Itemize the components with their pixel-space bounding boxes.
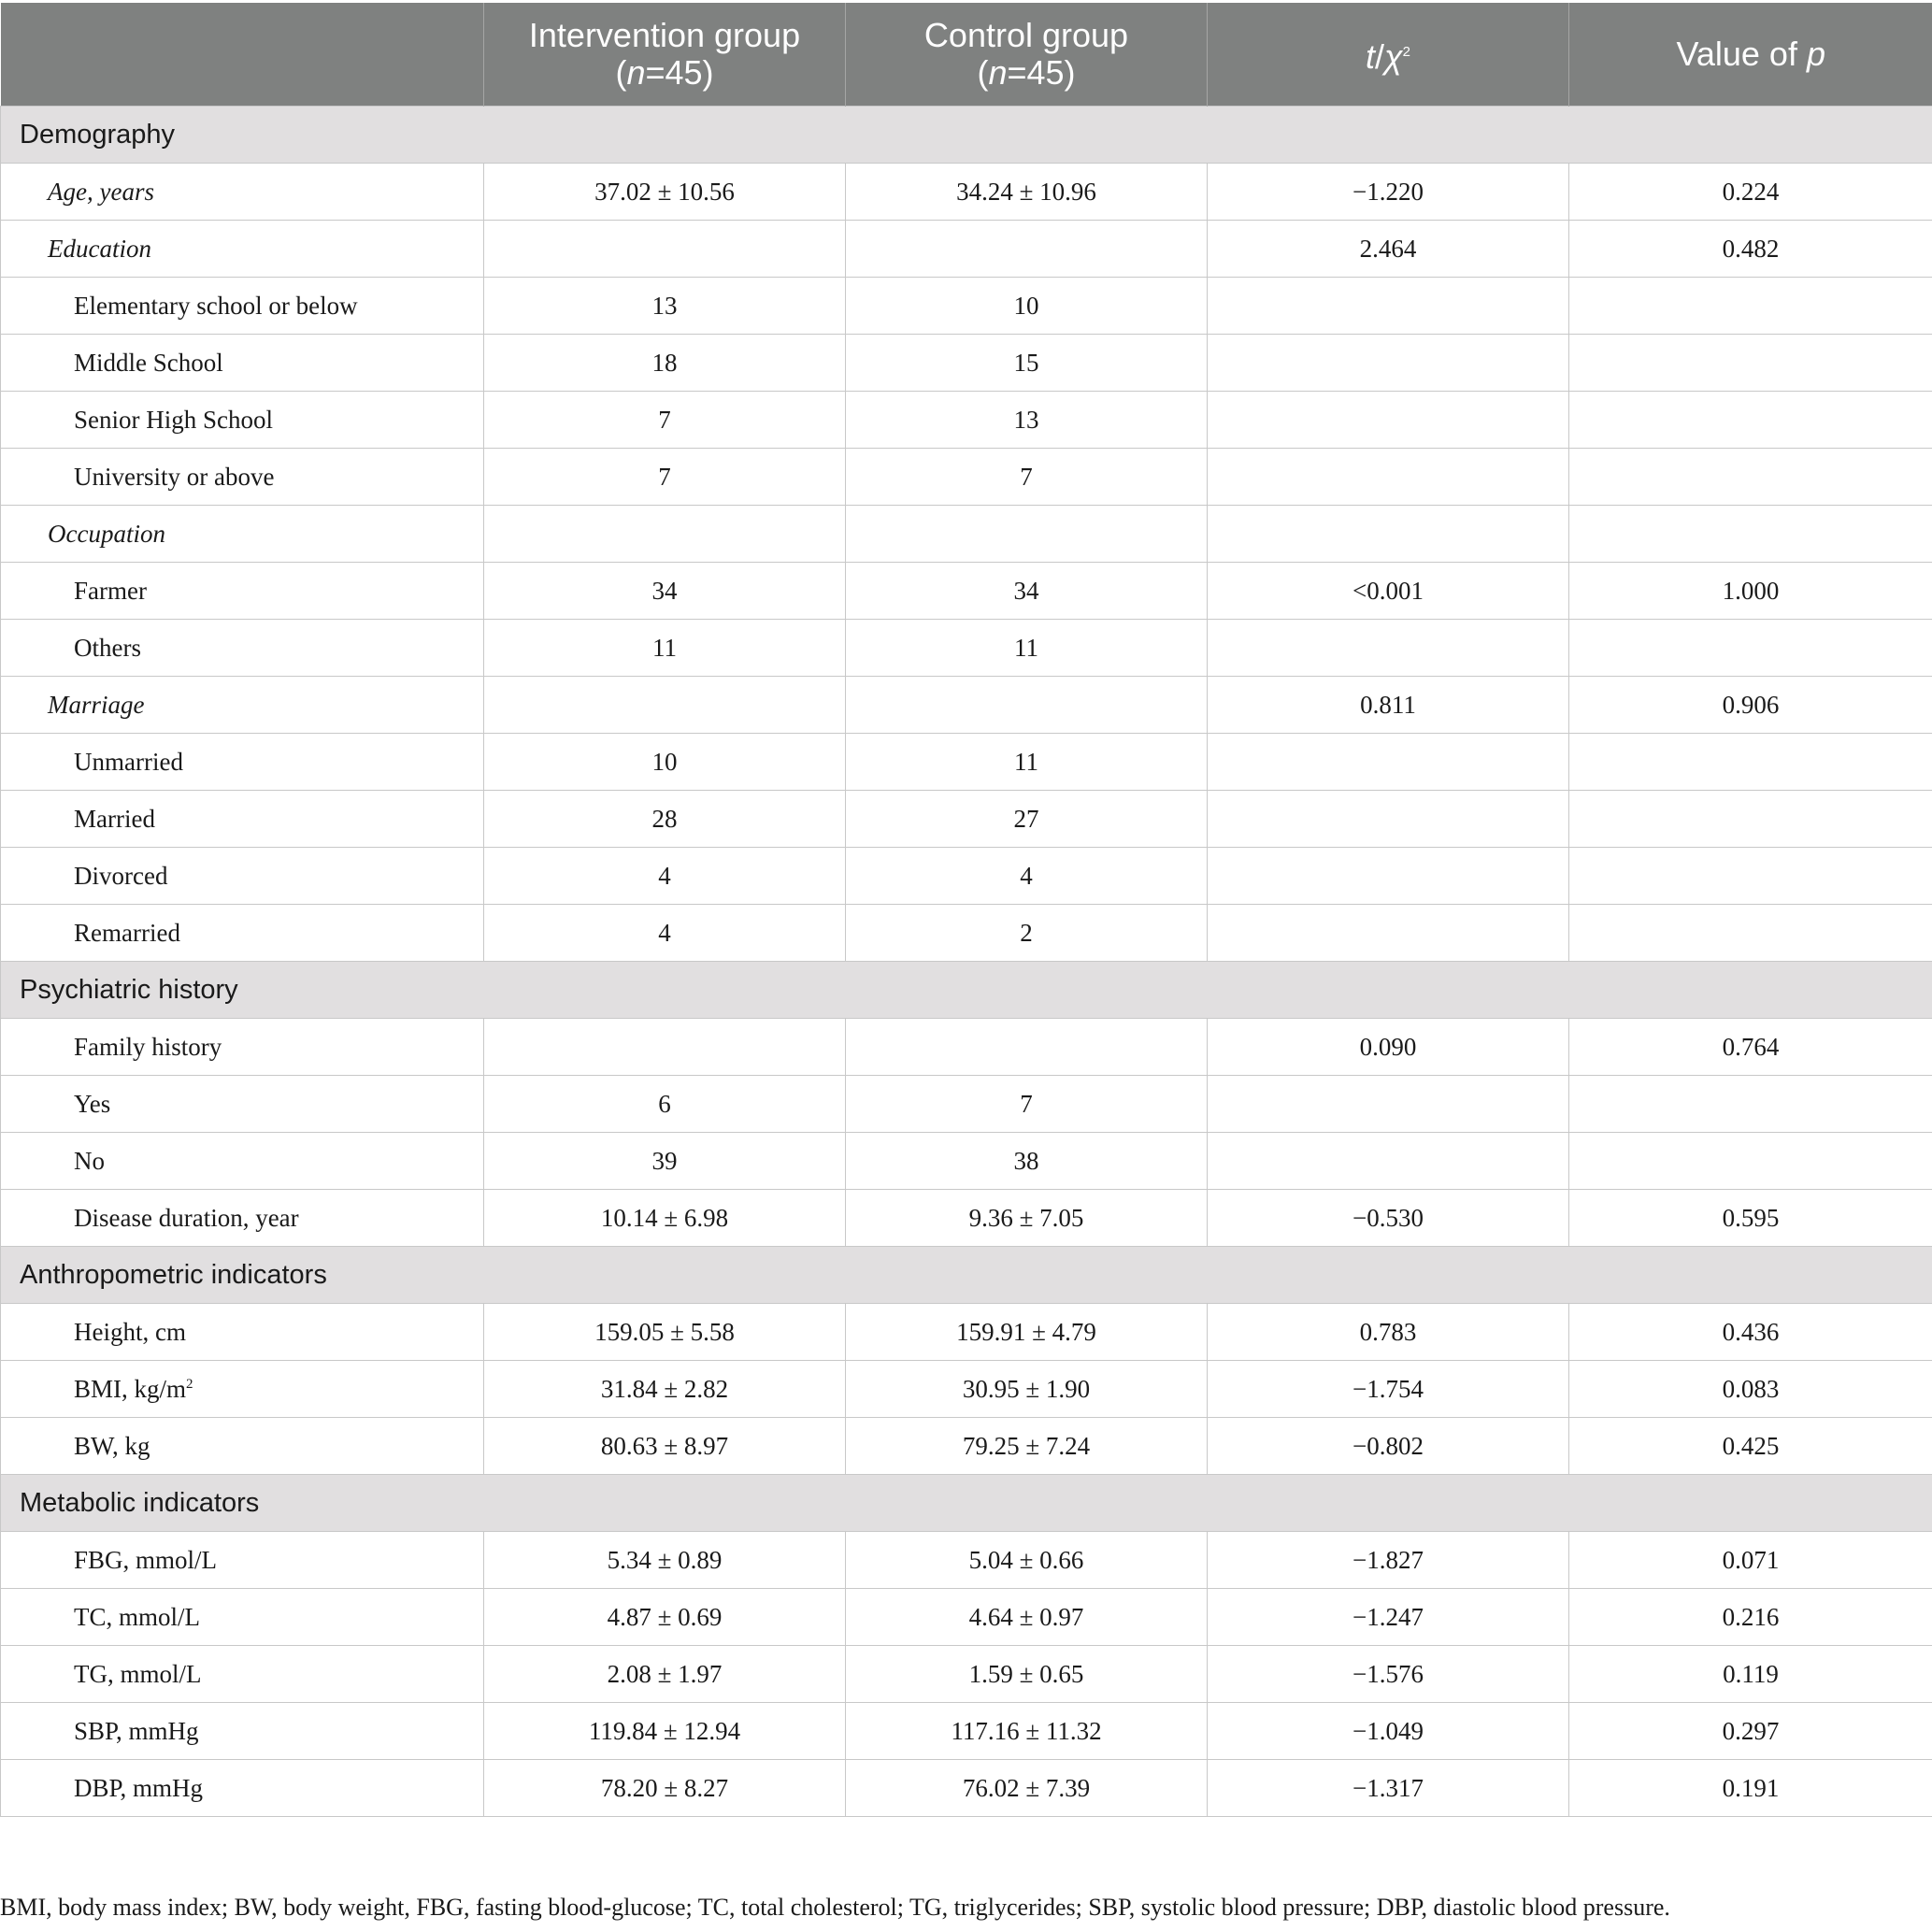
section-header-row xyxy=(1,1247,1932,1304)
row-label-cell xyxy=(1,563,484,620)
test-statistic-value: −1.247 xyxy=(1208,1589,1569,1646)
intervention-value: 18 xyxy=(484,335,846,392)
table-row xyxy=(1,791,1932,848)
row-label-cell xyxy=(1,677,484,734)
row-label: DBP, mmHg xyxy=(74,1773,204,1802)
test-statistic-value xyxy=(1208,1133,1569,1190)
header-p-text: Value of xyxy=(1676,35,1807,73)
control-value: 34.24 ± 10.96 xyxy=(846,164,1208,221)
p-value: 0.119 xyxy=(1569,1646,1932,1703)
table-row xyxy=(1,1133,1932,1190)
table-row xyxy=(1,620,1932,677)
control-value: 30.95 ± 1.90 xyxy=(846,1361,1208,1418)
test-statistic-value: −1.049 xyxy=(1208,1703,1569,1760)
table-row xyxy=(1,164,1932,221)
p-value xyxy=(1569,848,1932,905)
p-value: 0.482 xyxy=(1569,221,1932,278)
header-variable xyxy=(1,3,484,107)
row-label-cell xyxy=(1,221,484,278)
row-label: Remarried xyxy=(74,918,180,947)
test-statistic-value xyxy=(1208,506,1569,563)
intervention-value: 7 xyxy=(484,449,846,506)
p-value: 0.083 xyxy=(1569,1361,1932,1418)
p-value: 0.764 xyxy=(1569,1019,1932,1076)
intervention-value: 119.84 ± 12.94 xyxy=(484,1703,846,1760)
p-value xyxy=(1569,905,1932,962)
table-row xyxy=(1,848,1932,905)
header-control-group: Control group (n=45) xyxy=(846,3,1208,107)
table-row xyxy=(1,278,1932,335)
row-label: FBG, mmol/L xyxy=(74,1545,218,1574)
intervention-value: 5.34 ± 0.89 xyxy=(484,1532,846,1589)
row-label: Elementary school or below xyxy=(74,291,358,320)
intervention-value xyxy=(484,221,846,278)
test-statistic-value: −1.220 xyxy=(1208,164,1569,221)
row-label-cell xyxy=(1,449,484,506)
row-label: Marriage xyxy=(48,690,145,719)
test-statistic-value xyxy=(1208,1076,1569,1133)
row-label: Yes xyxy=(74,1089,111,1118)
intervention-value: 31.84 ± 2.82 xyxy=(484,1361,846,1418)
row-label-cell xyxy=(1,506,484,563)
row-label-cell xyxy=(1,1304,484,1361)
p-value: 0.224 xyxy=(1569,164,1932,221)
p-value xyxy=(1569,791,1932,848)
header-intervention-count: =45) xyxy=(645,53,714,92)
intervention-value: 34 xyxy=(484,563,846,620)
p-value xyxy=(1569,1076,1932,1133)
control-value: 5.04 ± 0.66 xyxy=(846,1532,1208,1589)
table-row xyxy=(1,1304,1932,1361)
table-body xyxy=(1,107,1932,1817)
control-value xyxy=(846,221,1208,278)
control-value: 1.59 ± 0.65 xyxy=(846,1646,1208,1703)
row-label: Others xyxy=(74,633,141,662)
section-header-row xyxy=(1,962,1932,1019)
table-row xyxy=(1,1418,1932,1475)
p-value xyxy=(1569,278,1932,335)
table-row xyxy=(1,1703,1932,1760)
test-statistic-value: 0.783 xyxy=(1208,1304,1569,1361)
section-label: Psychiatric history xyxy=(1,962,1932,1019)
p-value xyxy=(1569,335,1932,392)
intervention-value: 10.14 ± 6.98 xyxy=(484,1190,846,1247)
row-label: Middle School xyxy=(74,348,223,377)
control-value: 34 xyxy=(846,563,1208,620)
test-statistic-value: −1.754 xyxy=(1208,1361,1569,1418)
p-value: 0.191 xyxy=(1569,1760,1932,1817)
table-row xyxy=(1,449,1932,506)
test-statistic-value: 0.811 xyxy=(1208,677,1569,734)
control-value xyxy=(846,677,1208,734)
row-label-cell xyxy=(1,1760,484,1817)
header-p-value xyxy=(1569,3,1932,107)
row-label-cell xyxy=(1,1019,484,1076)
header-control-count: =45) xyxy=(1007,53,1076,92)
control-value: 13 xyxy=(846,392,1208,449)
test-statistic-value: −1.576 xyxy=(1208,1646,1569,1703)
table-row xyxy=(1,1361,1932,1418)
row-label-cell xyxy=(1,392,484,449)
row-label: TC, mmol/L xyxy=(74,1602,200,1631)
test-statistic-value xyxy=(1208,278,1569,335)
header-intervention-group: Intervention group (n=45) xyxy=(484,3,846,107)
row-label-cell xyxy=(1,1703,484,1760)
p-value xyxy=(1569,392,1932,449)
table-row xyxy=(1,1760,1932,1817)
section-label: Anthropometric indicators xyxy=(1,1247,1932,1304)
test-statistic-value xyxy=(1208,848,1569,905)
row-label-cell xyxy=(1,164,484,221)
row-label: BW, kg xyxy=(74,1431,150,1460)
header-t: t xyxy=(1365,36,1375,76)
row-label-cell xyxy=(1,905,484,962)
row-label: Divorced xyxy=(74,861,168,890)
table-footnote: BMI, body mass index; BW, body weight, FBG, fasting blood-glucose; TC, total cholesterol; TG, triglycerides; SBP, systolic blood pressure; DBP, diastolic blood pressure. xyxy=(0,1894,1670,1921)
test-statistic-value xyxy=(1208,791,1569,848)
row-label: SBP, mmHg xyxy=(74,1716,199,1745)
intervention-value: 159.05 ± 5.58 xyxy=(484,1304,846,1361)
control-value: 15 xyxy=(846,335,1208,392)
row-label: University or above xyxy=(74,462,275,491)
section-header-row xyxy=(1,107,1932,164)
test-statistic-value: −0.802 xyxy=(1208,1418,1569,1475)
row-label-cell xyxy=(1,734,484,791)
control-value: 159.91 ± 4.79 xyxy=(846,1304,1208,1361)
row-label-cell xyxy=(1,1076,484,1133)
row-label-cell xyxy=(1,1190,484,1247)
header-control-n: n xyxy=(988,53,1008,92)
row-label-cell xyxy=(1,1133,484,1190)
intervention-value: 4 xyxy=(484,848,846,905)
header-intervention-title: Intervention group xyxy=(528,16,801,54)
baseline-characteristics-table xyxy=(0,3,1932,1817)
header-chi: χ xyxy=(1384,36,1403,76)
row-label: Unmarried xyxy=(74,747,183,776)
table-row xyxy=(1,1589,1932,1646)
p-value: 0.906 xyxy=(1569,677,1932,734)
intervention-value: 28 xyxy=(484,791,846,848)
intervention-value: 6 xyxy=(484,1076,846,1133)
intervention-value: 7 xyxy=(484,392,846,449)
intervention-value: 13 xyxy=(484,278,846,335)
control-value: 7 xyxy=(846,449,1208,506)
test-statistic-value xyxy=(1208,734,1569,791)
test-statistic-value xyxy=(1208,905,1569,962)
p-value: 0.071 xyxy=(1569,1532,1932,1589)
table-row xyxy=(1,677,1932,734)
test-statistic-value: −1.827 xyxy=(1208,1532,1569,1589)
header-test-statistic: $t/\chi^2$ xyxy=(1208,3,1569,107)
p-value: 0.297 xyxy=(1569,1703,1932,1760)
row-label: Age, years xyxy=(48,177,154,206)
table-row xyxy=(1,1076,1932,1133)
table-row xyxy=(1,905,1932,962)
test-statistic-value: −0.530 xyxy=(1208,1190,1569,1247)
p-value xyxy=(1569,734,1932,791)
p-value xyxy=(1569,620,1932,677)
table-row xyxy=(1,335,1932,392)
test-statistic-value xyxy=(1208,335,1569,392)
header-chi-sup: 2 xyxy=(1402,43,1411,60)
row-label-cell xyxy=(1,1589,484,1646)
test-statistic-value xyxy=(1208,620,1569,677)
intervention-value: 10 xyxy=(484,734,846,791)
row-label: Disease duration, year xyxy=(74,1203,299,1232)
section-header-row xyxy=(1,1475,1932,1532)
p-value xyxy=(1569,506,1932,563)
row-label-cell xyxy=(1,1646,484,1703)
control-value: 11 xyxy=(846,734,1208,791)
test-statistic-value: −1.317 xyxy=(1208,1760,1569,1817)
row-label: Family history xyxy=(74,1032,222,1061)
row-label: Married xyxy=(74,804,155,833)
row-label-cell xyxy=(1,278,484,335)
control-value: 4 xyxy=(846,848,1208,905)
intervention-value xyxy=(484,506,846,563)
p-value: 1.000 xyxy=(1569,563,1932,620)
header-intervention-n: n xyxy=(626,53,646,92)
control-value: 76.02 ± 7.39 xyxy=(846,1760,1208,1817)
control-value: 9.36 ± 7.05 xyxy=(846,1190,1208,1247)
control-value: 79.25 ± 7.24 xyxy=(846,1418,1208,1475)
control-value: 10 xyxy=(846,278,1208,335)
row-label-superscript: 2 xyxy=(186,1376,193,1392)
test-statistic-value: 2.464 xyxy=(1208,221,1569,278)
control-value: 27 xyxy=(846,791,1208,848)
intervention-value: 78.20 ± 8.27 xyxy=(484,1760,846,1817)
section-label: Metabolic indicators xyxy=(1,1475,1932,1532)
table-row xyxy=(1,392,1932,449)
control-value: 7 xyxy=(846,1076,1208,1133)
p-value: 0.595 xyxy=(1569,1190,1932,1247)
test-statistic-value xyxy=(1208,392,1569,449)
control-value: 4.64 ± 0.97 xyxy=(846,1589,1208,1646)
test-statistic-value xyxy=(1208,449,1569,506)
table-row xyxy=(1,1019,1932,1076)
row-label-cell xyxy=(1,1532,484,1589)
row-label: No xyxy=(74,1146,105,1175)
intervention-value: 4 xyxy=(484,905,846,962)
table-row xyxy=(1,734,1932,791)
row-label: Occupation xyxy=(48,519,165,548)
control-value xyxy=(846,1019,1208,1076)
control-value xyxy=(846,506,1208,563)
table-row xyxy=(1,1646,1932,1703)
p-value: 0.216 xyxy=(1569,1589,1932,1646)
intervention-value: 37.02 ± 10.56 xyxy=(484,164,846,221)
table-row xyxy=(1,221,1932,278)
section-label: Demography xyxy=(1,107,1932,164)
intervention-value: 4.87 ± 0.69 xyxy=(484,1589,846,1646)
p-value: 0.425 xyxy=(1569,1418,1932,1475)
header-control-title: Control group xyxy=(923,16,1129,54)
row-label: Height, cm xyxy=(74,1317,186,1346)
table-row xyxy=(1,1190,1932,1247)
control-value: 11 xyxy=(846,620,1208,677)
control-value: 117.16 ± 11.32 xyxy=(846,1703,1208,1760)
row-label-cell xyxy=(1,791,484,848)
intervention-value: 11 xyxy=(484,620,846,677)
intervention-value: 80.63 ± 8.97 xyxy=(484,1418,846,1475)
row-label-cell xyxy=(1,848,484,905)
intervention-value xyxy=(484,1019,846,1076)
p-value xyxy=(1569,449,1932,506)
test-statistic-value: 0.090 xyxy=(1208,1019,1569,1076)
header-row xyxy=(1,3,1932,107)
row-label: TG, mmol/L xyxy=(74,1659,202,1688)
row-label-cell xyxy=(1,1418,484,1475)
table-row xyxy=(1,563,1932,620)
intervention-value: 39 xyxy=(484,1133,846,1190)
control-value: 38 xyxy=(846,1133,1208,1190)
header-p: p xyxy=(1806,35,1825,73)
intervention-value: 2.08 ± 1.97 xyxy=(484,1646,846,1703)
intervention-value xyxy=(484,677,846,734)
control-value: 2 xyxy=(846,905,1208,962)
row-label-cell xyxy=(1,620,484,677)
row-label: Farmer xyxy=(74,576,147,605)
row-label-cell xyxy=(1,1361,484,1418)
row-label: Senior High School xyxy=(74,405,273,434)
row-label-cell xyxy=(1,335,484,392)
test-statistic-value: <0.001 xyxy=(1208,563,1569,620)
p-value: 0.436 xyxy=(1569,1304,1932,1361)
row-label: BMI, kg/m xyxy=(74,1374,187,1403)
table-row xyxy=(1,1532,1932,1589)
table-row xyxy=(1,506,1932,563)
row-label: Education xyxy=(48,234,151,263)
p-value xyxy=(1569,1133,1932,1190)
